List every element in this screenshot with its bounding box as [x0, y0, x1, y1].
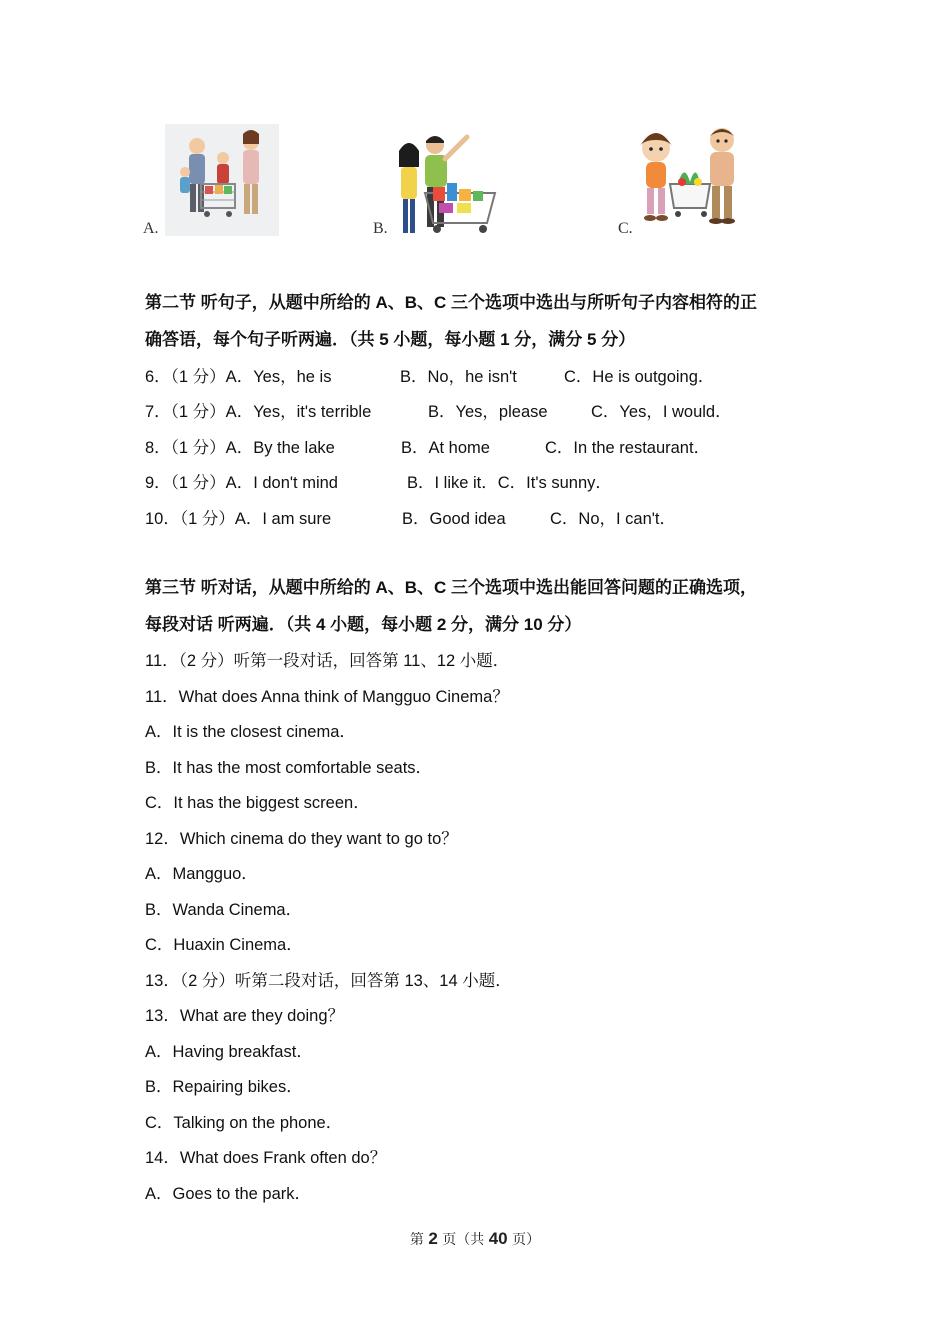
question-10-option-c: C．No，I can't．: [550, 510, 677, 528]
footer-total-pages: 40: [488, 1229, 508, 1248]
section2-heading-line2: 确答语，每个句子听两遍．（共 5 小题，每小题 1 分，满分 5 分）: [145, 330, 636, 349]
question-13-option-a: A．Having breakfast．: [145, 1043, 313, 1061]
question-14-text: 14．What does Frank often do？: [145, 1149, 387, 1167]
question-9-option-b: B．I like it．C．It's sunny．: [407, 474, 612, 492]
footer-prefix: 第: [409, 1232, 424, 1248]
question-11-option-c: C．It has the biggest screen．: [145, 794, 370, 812]
picture-a-family-shopping: [165, 124, 279, 236]
footer-suffix: 页）: [512, 1232, 541, 1248]
question-11-instruction: 11．（2 分）听第一段对话，回答第 11、12 小题．: [145, 652, 510, 670]
page-footer: [0, 1229, 950, 1249]
question-13-option-c: C．Talking on the phone．: [145, 1114, 343, 1132]
question-14-option-a: A．Goes to the park．: [145, 1185, 311, 1203]
question-8-option-a: 8．（1 分）A．By the lake: [145, 439, 335, 457]
question-12-option-a: A．Mangguo．: [145, 865, 258, 883]
section3-heading: [145, 569, 815, 643]
question-13-text: 13．What are they doing？: [145, 1007, 345, 1025]
question-10-option-a: 10．（1 分）A．I am sure: [145, 510, 332, 528]
question-11-text: 11．What does Anna think of Mangguo Cinema？: [145, 688, 509, 706]
section3-heading-line2: 每段对话 听两遍．（共 4 小题，每小题 2 分，满分 10 分）: [145, 615, 582, 634]
picture-c-clay-shopping: [634, 124, 748, 234]
question-6-option-c: C．He is outgoing．: [564, 368, 715, 386]
question-9-option-a: 9．（1 分）A．I don't mind: [145, 474, 338, 492]
section2-heading: [145, 284, 815, 358]
question-8-option-c: C．In the restaurant．: [545, 439, 711, 457]
picture-b-couple-shopping: [387, 131, 501, 237]
footer-page-number: 2: [428, 1229, 438, 1248]
question-7-option-a: 7．（1 分）A．Yes，it's terrible: [145, 403, 372, 421]
picture-a-label: A.: [143, 220, 159, 237]
question-12-option-c: C．Huaxin Cinema．: [145, 936, 303, 954]
question-13-instruction: 13．（2 分）听第二段对话，回答第 13、14 小题．: [145, 972, 512, 990]
question-8-option-b: B．At home: [401, 439, 490, 457]
question-13-option-b: B．Repairing bikes．: [145, 1078, 303, 1096]
question-7-option-b: B．Yes，please: [428, 403, 548, 421]
question-11-option-a: A．It is the closest cinema．: [145, 723, 356, 741]
question-6-option-b: B．No，he isn't: [400, 368, 517, 386]
picture-c-label: C.: [618, 220, 633, 237]
question-7-option-c: C．Yes，I would．: [591, 403, 732, 421]
section2-heading-line1: 第二节 听句子，从题中所给的 A、B、C 三个选项中选出与所听句子内容相符的正: [145, 293, 757, 312]
picture-b-label: B.: [373, 220, 388, 237]
question-12-text: 12．Which cinema do they want to go to？: [145, 830, 458, 848]
section3-heading-line1: 第三节 听对话，从题中所给的 A、B、C 三个选项中选出能回答问题的正确选项，: [145, 578, 757, 597]
footer-middle: 页（共: [442, 1232, 485, 1248]
question-11-option-b: B．It has the most comfortable seats．: [145, 759, 433, 777]
question-10-option-b: B．Good idea: [402, 510, 506, 528]
question-6-option-a: 6．（1 分）A．Yes，he is: [145, 368, 332, 386]
question-12-option-b: B．Wanda Cinema．: [145, 901, 303, 919]
